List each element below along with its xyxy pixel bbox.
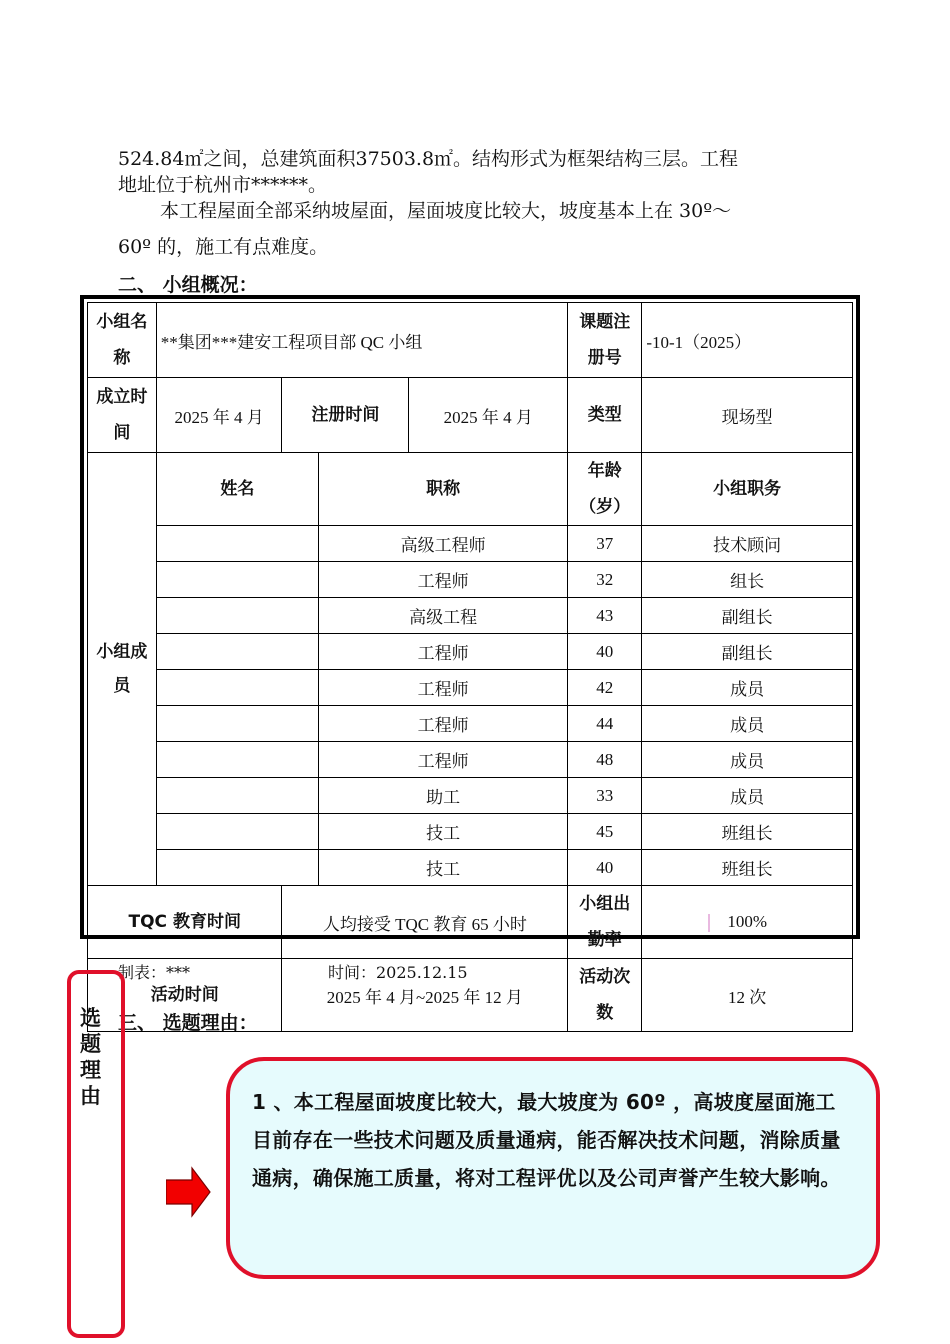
member-role: 成员	[642, 778, 853, 814]
member-name	[156, 814, 318, 850]
member-title: 技工	[318, 814, 567, 850]
arrow-right-icon	[166, 1166, 212, 1218]
member-age: 37	[568, 526, 642, 562]
member-title: 工程师	[318, 706, 567, 742]
member-title: 技工	[318, 850, 567, 886]
header-name: 姓名	[156, 453, 318, 526]
text-cursor-mark	[708, 914, 710, 932]
side-label: 选题理由	[80, 1006, 101, 1108]
attendance-label: 小组出勤率	[568, 886, 642, 959]
member-title: 工程师	[318, 634, 567, 670]
member-name	[156, 562, 318, 598]
reg-no-value: -10-1（2025）	[642, 303, 853, 378]
group-name-value: **集团***建安工程项目部 QC 小组	[156, 303, 567, 378]
type-value: 现场型	[642, 378, 853, 453]
group-name-label: 小组名称	[88, 303, 157, 378]
member-name	[156, 526, 318, 562]
activity-count-label: 活动次数	[568, 959, 642, 1032]
table-row	[88, 634, 853, 670]
member-name	[156, 850, 318, 886]
member-role: 技术顾问	[642, 526, 853, 562]
members-label: 小组成员	[88, 453, 157, 886]
founded-label: 成立时间	[88, 378, 157, 453]
member-age: 42	[568, 670, 642, 706]
reason-box	[226, 1057, 880, 1279]
table-row	[88, 670, 853, 706]
table-row	[88, 598, 853, 634]
intro-line-4: 60º 的，施工有点难度。	[118, 236, 329, 258]
member-title: 高级工程	[318, 598, 567, 634]
member-age: 33	[568, 778, 642, 814]
tqc-label: TQC 教育时间	[88, 886, 282, 959]
member-role: 成员	[642, 706, 853, 742]
table-row	[88, 742, 853, 778]
member-age: 40	[568, 850, 642, 886]
intro-line-2: 地址位于杭州市******。	[118, 174, 328, 196]
table-row	[88, 814, 853, 850]
activity-time-label: 活动时间	[88, 959, 282, 1032]
member-role: 副组长	[642, 598, 853, 634]
header-title: 职称	[318, 453, 567, 526]
member-role: 副组长	[642, 634, 853, 670]
member-age: 32	[568, 562, 642, 598]
member-age: 43	[568, 598, 642, 634]
intro-line-1: 524.84㎡之间，总建筑面积37503.8㎡。结构形式为框架结构三层。工程	[118, 148, 739, 170]
member-title: 助工	[318, 778, 567, 814]
table-row	[88, 706, 853, 742]
member-name	[156, 742, 318, 778]
reg-no-label: 课题注册号	[568, 303, 642, 378]
table-maker: 制表：***	[118, 963, 191, 982]
table-date: 时间：2025.12.15	[328, 963, 468, 982]
member-name	[156, 778, 318, 814]
member-age: 44	[568, 706, 642, 742]
section-2-heading: 二、 小组概况：	[118, 274, 258, 296]
member-name	[156, 634, 318, 670]
member-age: 45	[568, 814, 642, 850]
header-role: 小组职务	[642, 453, 853, 526]
member-age: 40	[568, 634, 642, 670]
member-role: 班组长	[642, 814, 853, 850]
member-name	[156, 670, 318, 706]
activity-time-value: 2025 年 4 月~2025 年 12 月	[282, 959, 568, 1032]
member-title: 高级工程师	[318, 526, 567, 562]
member-role: 班组长	[642, 850, 853, 886]
table-row	[88, 526, 853, 562]
header-age: 年龄（岁）	[568, 453, 642, 526]
founded-value: 2025 年 4 月	[156, 378, 282, 453]
member-title: 工程师	[318, 742, 567, 778]
member-name	[156, 706, 318, 742]
table-row	[88, 778, 853, 814]
member-name	[156, 598, 318, 634]
qc-group-table	[87, 302, 853, 1032]
member-role: 成员	[642, 670, 853, 706]
member-title: 工程师	[318, 562, 567, 598]
registered-value: 2025 年 4 月	[409, 378, 568, 453]
intro-line-3: 本工程屋面全部采纳坡屋面，屋面坡度比较大，坡度基本上在 30º～	[160, 200, 732, 222]
table-row	[88, 562, 853, 598]
type-label: 类型	[568, 378, 642, 453]
table-row	[88, 850, 853, 886]
attendance-value: 100%	[642, 886, 853, 959]
tqc-value: 人均接受 TQC 教育 65 小时	[282, 886, 568, 959]
member-role: 成员	[642, 742, 853, 778]
member-title: 工程师	[318, 670, 567, 706]
section-3-heading: 三、 选题理由：	[118, 1012, 258, 1034]
member-age: 48	[568, 742, 642, 778]
activity-count-value: 12 次	[642, 959, 853, 1032]
member-role: 组长	[642, 562, 853, 598]
registered-label: 注册时间	[282, 378, 409, 453]
reason-text: 1 、本工程屋面坡度比较大，最大坡度为 60º ，高坡度屋面施工目前存在一些技术问题及质量通病，能否解决技术问题，消除质量通病，确保施工质量，将对工程评优以及公司声誉产生较大影响。	[252, 1090, 841, 1190]
